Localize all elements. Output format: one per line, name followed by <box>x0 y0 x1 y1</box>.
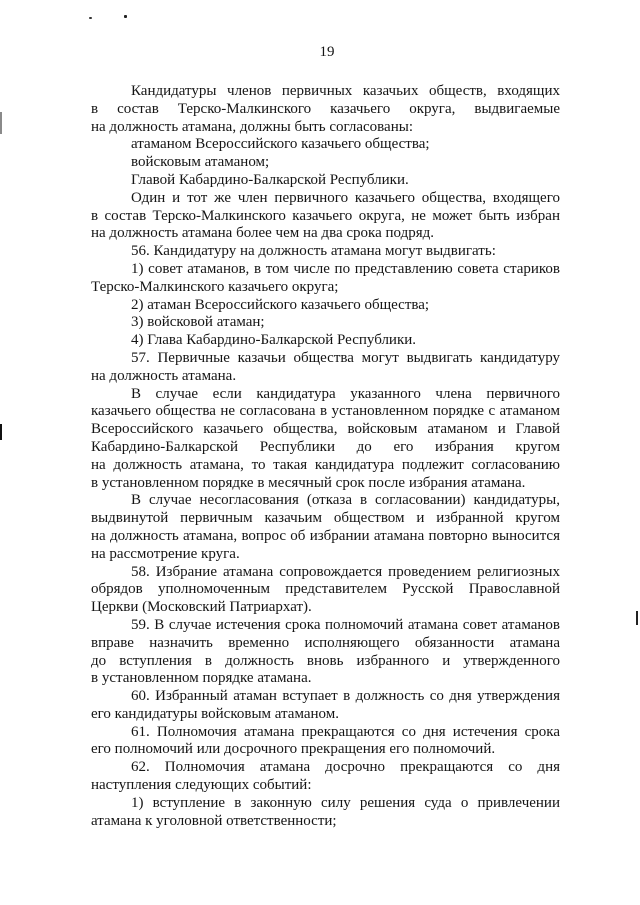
scan-dot <box>89 17 92 19</box>
document-body <box>91 83 560 830</box>
text-line: его кандидатуры войсковым атаманом. <box>91 705 339 722</box>
scan-edge-mark <box>0 424 2 440</box>
text-line: Церкви (Московский Патриархат). <box>91 599 312 616</box>
list-item <box>91 332 560 350</box>
text-line: на должность атамана более чем на два срока подряд. <box>91 225 434 242</box>
clause-56 <box>91 243 560 261</box>
list-item <box>91 261 560 297</box>
text-line: на должность атамана, должны быть согласованы: <box>91 118 413 135</box>
text-line: войсковым атаманом; <box>131 154 270 171</box>
text-line: 59. В случае истечения срока полномочий атамана совет атаманов <box>131 616 560 633</box>
list-item <box>91 314 560 332</box>
text-line: обрядов уполномоченным представителем Русской Православной <box>91 581 560 598</box>
text-line: 1) вступление в законную силу решения суда о привлечении <box>131 794 560 811</box>
text-line: Терско-Малкинского казачьего округа; <box>91 278 339 295</box>
text-line: атаманом Всероссийского казачьего общества; <box>131 136 430 153</box>
list-item <box>91 154 560 172</box>
list-item <box>91 297 560 315</box>
page-number: 19 <box>319 44 335 60</box>
paragraph-term-limit <box>91 190 560 243</box>
paragraph-unapproved-candidate <box>91 386 560 493</box>
scan-edge-mark <box>0 112 2 134</box>
text-line: до вступления в должность вновь избранного и утвержденного <box>91 652 560 669</box>
text-line: наступления следующих событий: <box>91 777 312 794</box>
text-line: 57. Первичные казачьи общества могут выдвигать кандидатуру <box>131 349 560 366</box>
scan-dot <box>124 15 127 18</box>
text-line: казачьего общества не согласована в установленном порядке с атаманом <box>91 403 560 420</box>
text-line: Кандидатуры членов первичных казачьих обществ, входящих <box>131 83 560 99</box>
text-line: 2) атаман Всероссийского казачьего общества; <box>131 296 430 313</box>
text-line: 1) совет атаманов, в том числе по представлению совета стариков <box>131 260 560 277</box>
paragraph-non-approval <box>91 492 560 563</box>
text-line: Один и тот же член первичного казачьего общества, входящего <box>131 189 560 206</box>
text-line: на должность атамана, вопрос об избрании атамана повторно выносится <box>91 527 560 544</box>
text-line: в состав Терско-Малкинского казачьего округа, выдвигаемые <box>91 100 560 117</box>
clause-59 <box>91 617 560 688</box>
text-line: в установленном порядке в месячный срок после избрания атамана. <box>91 474 526 491</box>
text-line: В случае несогласования (отказа в согласовании) кандидатуры, <box>131 492 560 509</box>
scan-edge-mark <box>636 611 638 625</box>
text-line: выдвинутой первичным казачьим обществом и избранной кругом <box>91 510 560 527</box>
text-line: вправе назначить временно исполняющего обязанности атамана <box>91 634 560 651</box>
text-line: в установленном порядке атамана. <box>91 670 312 687</box>
clause-58 <box>91 564 560 617</box>
text-line: 3) войсковой атаман; <box>131 314 265 331</box>
text-line: на рассмотрение круга. <box>91 545 240 562</box>
text-line: его полномочий или досрочного прекращения его полномочий. <box>91 741 496 758</box>
text-line: Главой Кабардино-Балкарской Республики. <box>131 171 409 188</box>
text-line: 58. Избрание атамана сопровождается проведением религиозных <box>131 563 560 580</box>
text-line: 61. Полномочия атамана прекращаются со дня истечения срока <box>131 723 560 740</box>
text-line: 56. Кандидатуру на должность атамана могут выдвигать: <box>131 243 496 260</box>
text-line: в состав Терско-Малкинского казачьего округа, не может быть избран <box>91 207 560 224</box>
text-line: атамана к уголовной ответственности; <box>91 812 337 829</box>
text-line: В случае если кандидатура указанного члена первичного <box>131 385 560 402</box>
text-line: Кабардино-Балкарской Республики до его избрания кругом <box>91 438 560 455</box>
clause-60 <box>91 688 560 724</box>
text-line: 62. Полномочия атамана досрочно прекращаются со дня <box>131 759 560 776</box>
list-item <box>91 795 560 831</box>
text-line: на должность атамана, то такая кандидатура подлежит согласованию <box>91 456 560 473</box>
clause-57 <box>91 350 560 386</box>
text-line: Всероссийского казачьего общества, войсковым атаманом и Главой <box>91 421 560 438</box>
list-item <box>91 172 560 190</box>
list-item <box>91 136 560 154</box>
text-line: 60. Избранный атаман вступает в должность со дня утверждения <box>131 688 560 705</box>
paragraph-candidates-approval <box>91 83 560 136</box>
text-line: на должность атамана. <box>91 367 237 384</box>
clause-62 <box>91 759 560 795</box>
text-line: 4) Глава Кабардино-Балкарской Республики. <box>131 332 417 349</box>
clause-61 <box>91 724 560 760</box>
